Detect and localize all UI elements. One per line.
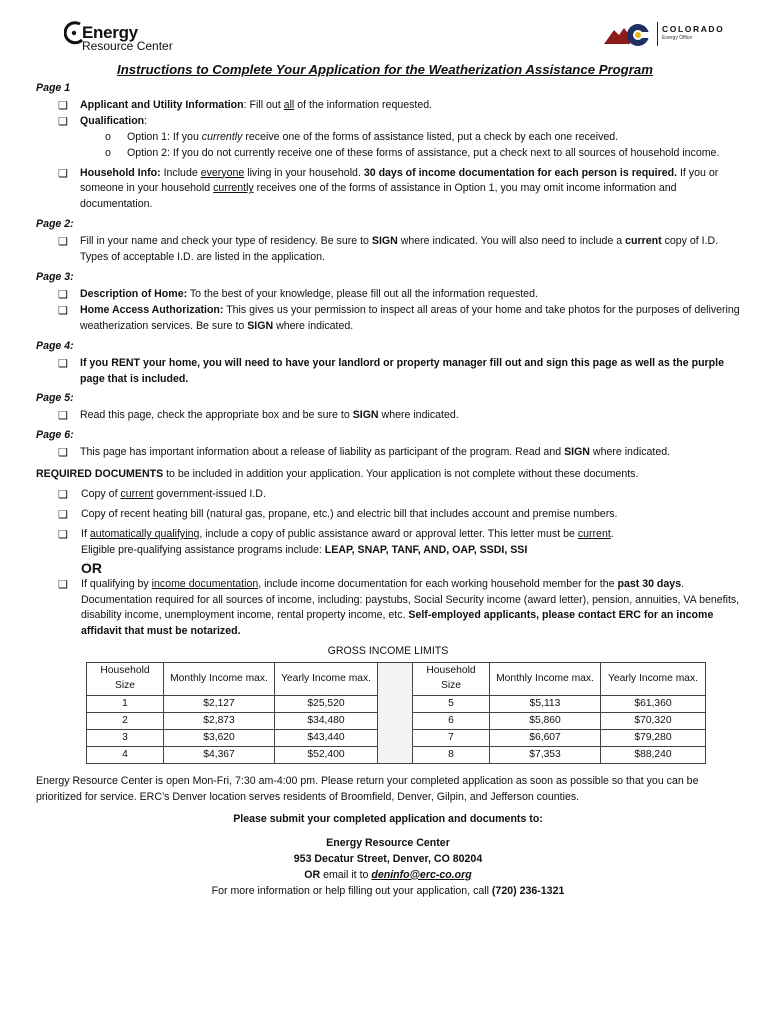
instructions-body [36,80,740,899]
checkbox-icon: ❑ [58,447,68,460]
gross-income-title: GROSS INCOME LIMITS [327,645,449,658]
checkbox-icon: ❑ [58,100,68,112]
page-1-heading: Page 1 [36,82,71,94]
sub-item: o Option 2: If you do not currently receive one of these forms of assistance, put a check next to all sources of household income. [36,146,740,162]
checkbox-icon: ❑ [58,304,68,317]
phone-line: For more information or help filling out your application, call (720) 236-1321 [211,884,565,897]
table-cell: 7 [413,730,490,747]
list-item: ❑ Applicant and Utility Information: Fill out all of the information requested. [36,98,740,114]
list-item: ❑ If automatically qualifying, include a copy of public assistance award or approval letter. This letter must be current. Eligible pre-qualifying assistance programs include: LEAP, SNAP, TANF, AND, OAP, SSDI, SSI [58,527,614,556]
table-cell: $7,353 [490,747,601,764]
table-cell: $2,873 [164,713,275,730]
table-cell: $5,860 [490,713,601,730]
page-4-heading: Page 4: [36,339,74,352]
bullet-icon: o [105,146,111,159]
bullet-icon: o [105,130,111,143]
table-cell: $79,280 [601,730,706,747]
list-item: ❑ Home Access Authorization: This gives us your permission to inspect all areas of your home and take photos for the purposes of delivering weatherization services. Be sure to SIGN where indicated. [58,303,740,332]
list-item: ❑ Description of Home: To the best of your knowledge, please fill out all the information requested. [36,287,740,303]
co-logo-line2: Energy Office [662,35,693,41]
table-spacer [378,663,413,764]
income-limits-table [86,662,706,764]
sub-item: o Option 1: If you currently receive one of the forms of assistance listed, put a check by each one received. [36,130,740,146]
table-cell: $3,620 [164,730,275,747]
page-2-heading: Page 2: [36,218,74,231]
col-header: Household Size [87,663,164,696]
erc-logo [64,18,194,54]
email-link[interactable]: deninfo@erc-co.org [371,868,472,881]
table-header-row [87,663,706,696]
table-cell: $61,360 [601,696,706,713]
colorado-energy-office-logo [604,20,734,50]
table-cell: $4,367 [164,747,275,764]
list-item: ❑ Qualification: [36,114,740,130]
org-name: Energy Resource Center [326,836,450,849]
list-item: ❑ If you RENT your home, you will need to have your landlord or property manager fill out and sign this page as well as the purple page that is included. [58,356,724,385]
table-cell: 4 [87,747,164,764]
checkbox-icon: ❑ [58,289,68,302]
required-documents-heading: REQUIRED DOCUMENTS to be included in addition your application. Your application is not complete without these documents. [36,468,639,481]
phone-number: (720) 236-1321 [491,884,565,897]
table-cell: $5,113 [490,696,601,713]
list-item: ❑ Fill in your name and check your type of residency. Be sure to SIGN where indicated. You will also need to include a current copy of I.D. Types of acceptable I.D. are listed in the application. [58,235,719,264]
org-address: 953 Decatur Street, Denver, CO 80204 [293,852,483,865]
table-cell: 3 [87,730,164,747]
list-item: ❑ Household Info: Include everyone living in your household. 30 days of income documentation for each person is required. If you or someone in your household currently receives one of the forms of assistance in Option 1, you may omit income information and documentation. [58,166,719,211]
table-cell: 8 [413,747,490,764]
checkbox-icon: ❑ [58,167,68,180]
page-3-heading: Page 3: [36,271,74,284]
list-item: ❑ Copy of recent heating bill (natural gas, propane, etc.) and electric bill that includes account and premise numbers. [36,507,740,523]
list-item: ❑ If qualifying by income documentation, include income documentation for each working household member for the past 30 days. Documentation required for all sources of income, including: paystubs, Social Security income (award letter), pension, annuities, VA benefits, disability income, unemployment income, rental property income, etc. Self-employed applicants, please contact ERC for an income affidavit that must be notarized. [58,577,740,638]
table-cell: $88,240 [601,747,706,764]
table-cell: $25,520 [275,696,378,713]
checkbox-icon: ❑ [58,528,68,541]
page-5-heading: Page 5: [36,392,74,405]
table-cell: $2,127 [164,696,275,713]
erc-logo-line2: Resource Center [82,39,173,53]
logo-divider [657,22,658,46]
table-cell: $34,480 [275,713,378,730]
checkbox-icon: ❑ [58,236,68,249]
checkbox-icon: ❑ [58,115,68,128]
checkbox-icon: ❑ [58,357,68,370]
col-header: Monthly Income max. [490,663,601,696]
page-title: Instructions to Complete Your Application for the Weatherization Assistance Program [117,62,653,77]
table-cell: $70,320 [601,713,706,730]
checkbox-icon: ❑ [58,509,68,522]
table-cell: 1 [87,696,164,713]
co-logo-line1: COLORADO [662,24,725,34]
table-cell: 5 [413,696,490,713]
col-header: Yearly Income max. [275,663,378,696]
col-header: Monthly Income max. [164,663,275,696]
page-6-heading: Page 6: [36,429,74,442]
colorado-mountain-icon [604,20,656,50]
checkbox-icon: ❑ [58,410,68,423]
col-header: Household Size [413,663,490,696]
email-line: OR email it to deninfo@erc-co.org [304,868,472,881]
table-cell: $6,607 [490,730,601,747]
col-header: Yearly Income max. [601,663,706,696]
list-item: ❑ This page has important information about a release of liability as participant of the program. Read and SIGN where indicated. [36,445,740,461]
submit-heading: Please submit your completed application and documents to: [233,812,543,825]
checkbox-icon: ❑ [58,489,68,502]
checkbox-icon: ❑ [58,578,68,591]
list-item: ❑ Read this page, check the appropriate box and be sure to SIGN where indicated. [36,408,740,424]
erc-logo-line1: Energy [82,23,138,42]
table-cell: $43,440 [275,730,378,747]
table-cell: 6 [413,713,490,730]
table-cell: 2 [87,713,164,730]
list-item: ❑ Copy of current government-issued I.D. [36,487,740,503]
or-separator: OR [81,559,102,576]
table-cell: $52,400 [275,747,378,764]
office-hours-paragraph: Energy Resource Center is open Mon-Fri, 7:30 am-4:00 pm. Please return your completed application as soon as possible so that you can be prioritized for service. ERC’s Denver location serves residents of Broomfield, Denver, Gilpin, and Jefferson counties. [36,775,699,804]
